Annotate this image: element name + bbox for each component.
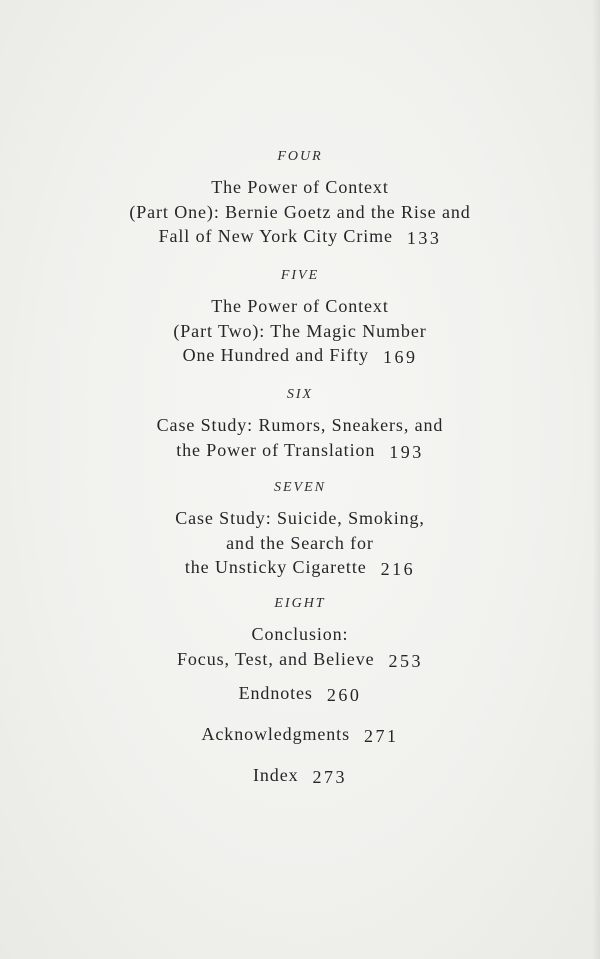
toc-chapter-eight [0,594,600,671]
chapter-title-line: (Part One): Bernie Goetz and the Rise and [129,201,471,222]
page-edge-shadow [592,0,600,959]
chapter-title-line: Case Study: Suicide, Smoking, [175,508,425,528]
page-number: 273 [312,767,347,787]
entry-label: Endnotes [238,683,313,703]
toc-chapter-six [0,385,600,462]
chapter-title-line [0,224,600,249]
toc-entry-acknowledgments [0,722,600,746]
chapter-title-line: Conclusion: [251,624,349,644]
page-number: 193 [389,441,424,462]
chapter-title-text: Fall of New York City Crime [158,226,393,246]
page-number: 169 [382,347,418,367]
chapter-title-line: Case Study: Rumors, Sneakers, and [156,415,444,435]
toc-entry-endnotes [0,681,600,705]
chapter-number: EIGHT [274,596,326,611]
chapter-number: SIX [286,387,314,402]
chapter-title-text: the Power of Translation [176,439,376,460]
chapter-number: FIVE [280,268,320,283]
chapter-title-line [0,647,600,672]
page-number: 216 [380,559,416,579]
chapter-title-line: The Power of Context [211,296,389,316]
chapter-title-line [0,555,600,580]
page-number: 253 [388,650,423,671]
toc-chapter-four [0,147,600,249]
chapter-number: FOUR [277,149,323,164]
chapter-title-line [0,343,600,368]
chapter-title-text: One Hundred and Fifty [182,345,369,365]
toc-chapter-five [0,266,600,368]
chapter-title-line: (Part Two): The Magic Number [173,320,427,341]
chapter-title-text: the Unsticky Cigarette [184,557,367,577]
entry-label: Index [253,765,299,785]
chapter-title-line: The Power of Context [211,177,389,197]
chapter-title-text: Focus, Test, and Believe [177,648,375,669]
toc-chapter-seven [0,478,600,580]
page-number: 260 [326,685,362,705]
page-number: 271 [363,726,399,746]
chapter-title-line: and the Search for [226,532,374,553]
page-number: 133 [406,228,442,248]
entry-label: Acknowledgments [201,724,350,744]
toc-entry-index [0,763,600,787]
chapter-title-line [0,438,600,463]
chapter-number: SEVEN [274,480,326,495]
